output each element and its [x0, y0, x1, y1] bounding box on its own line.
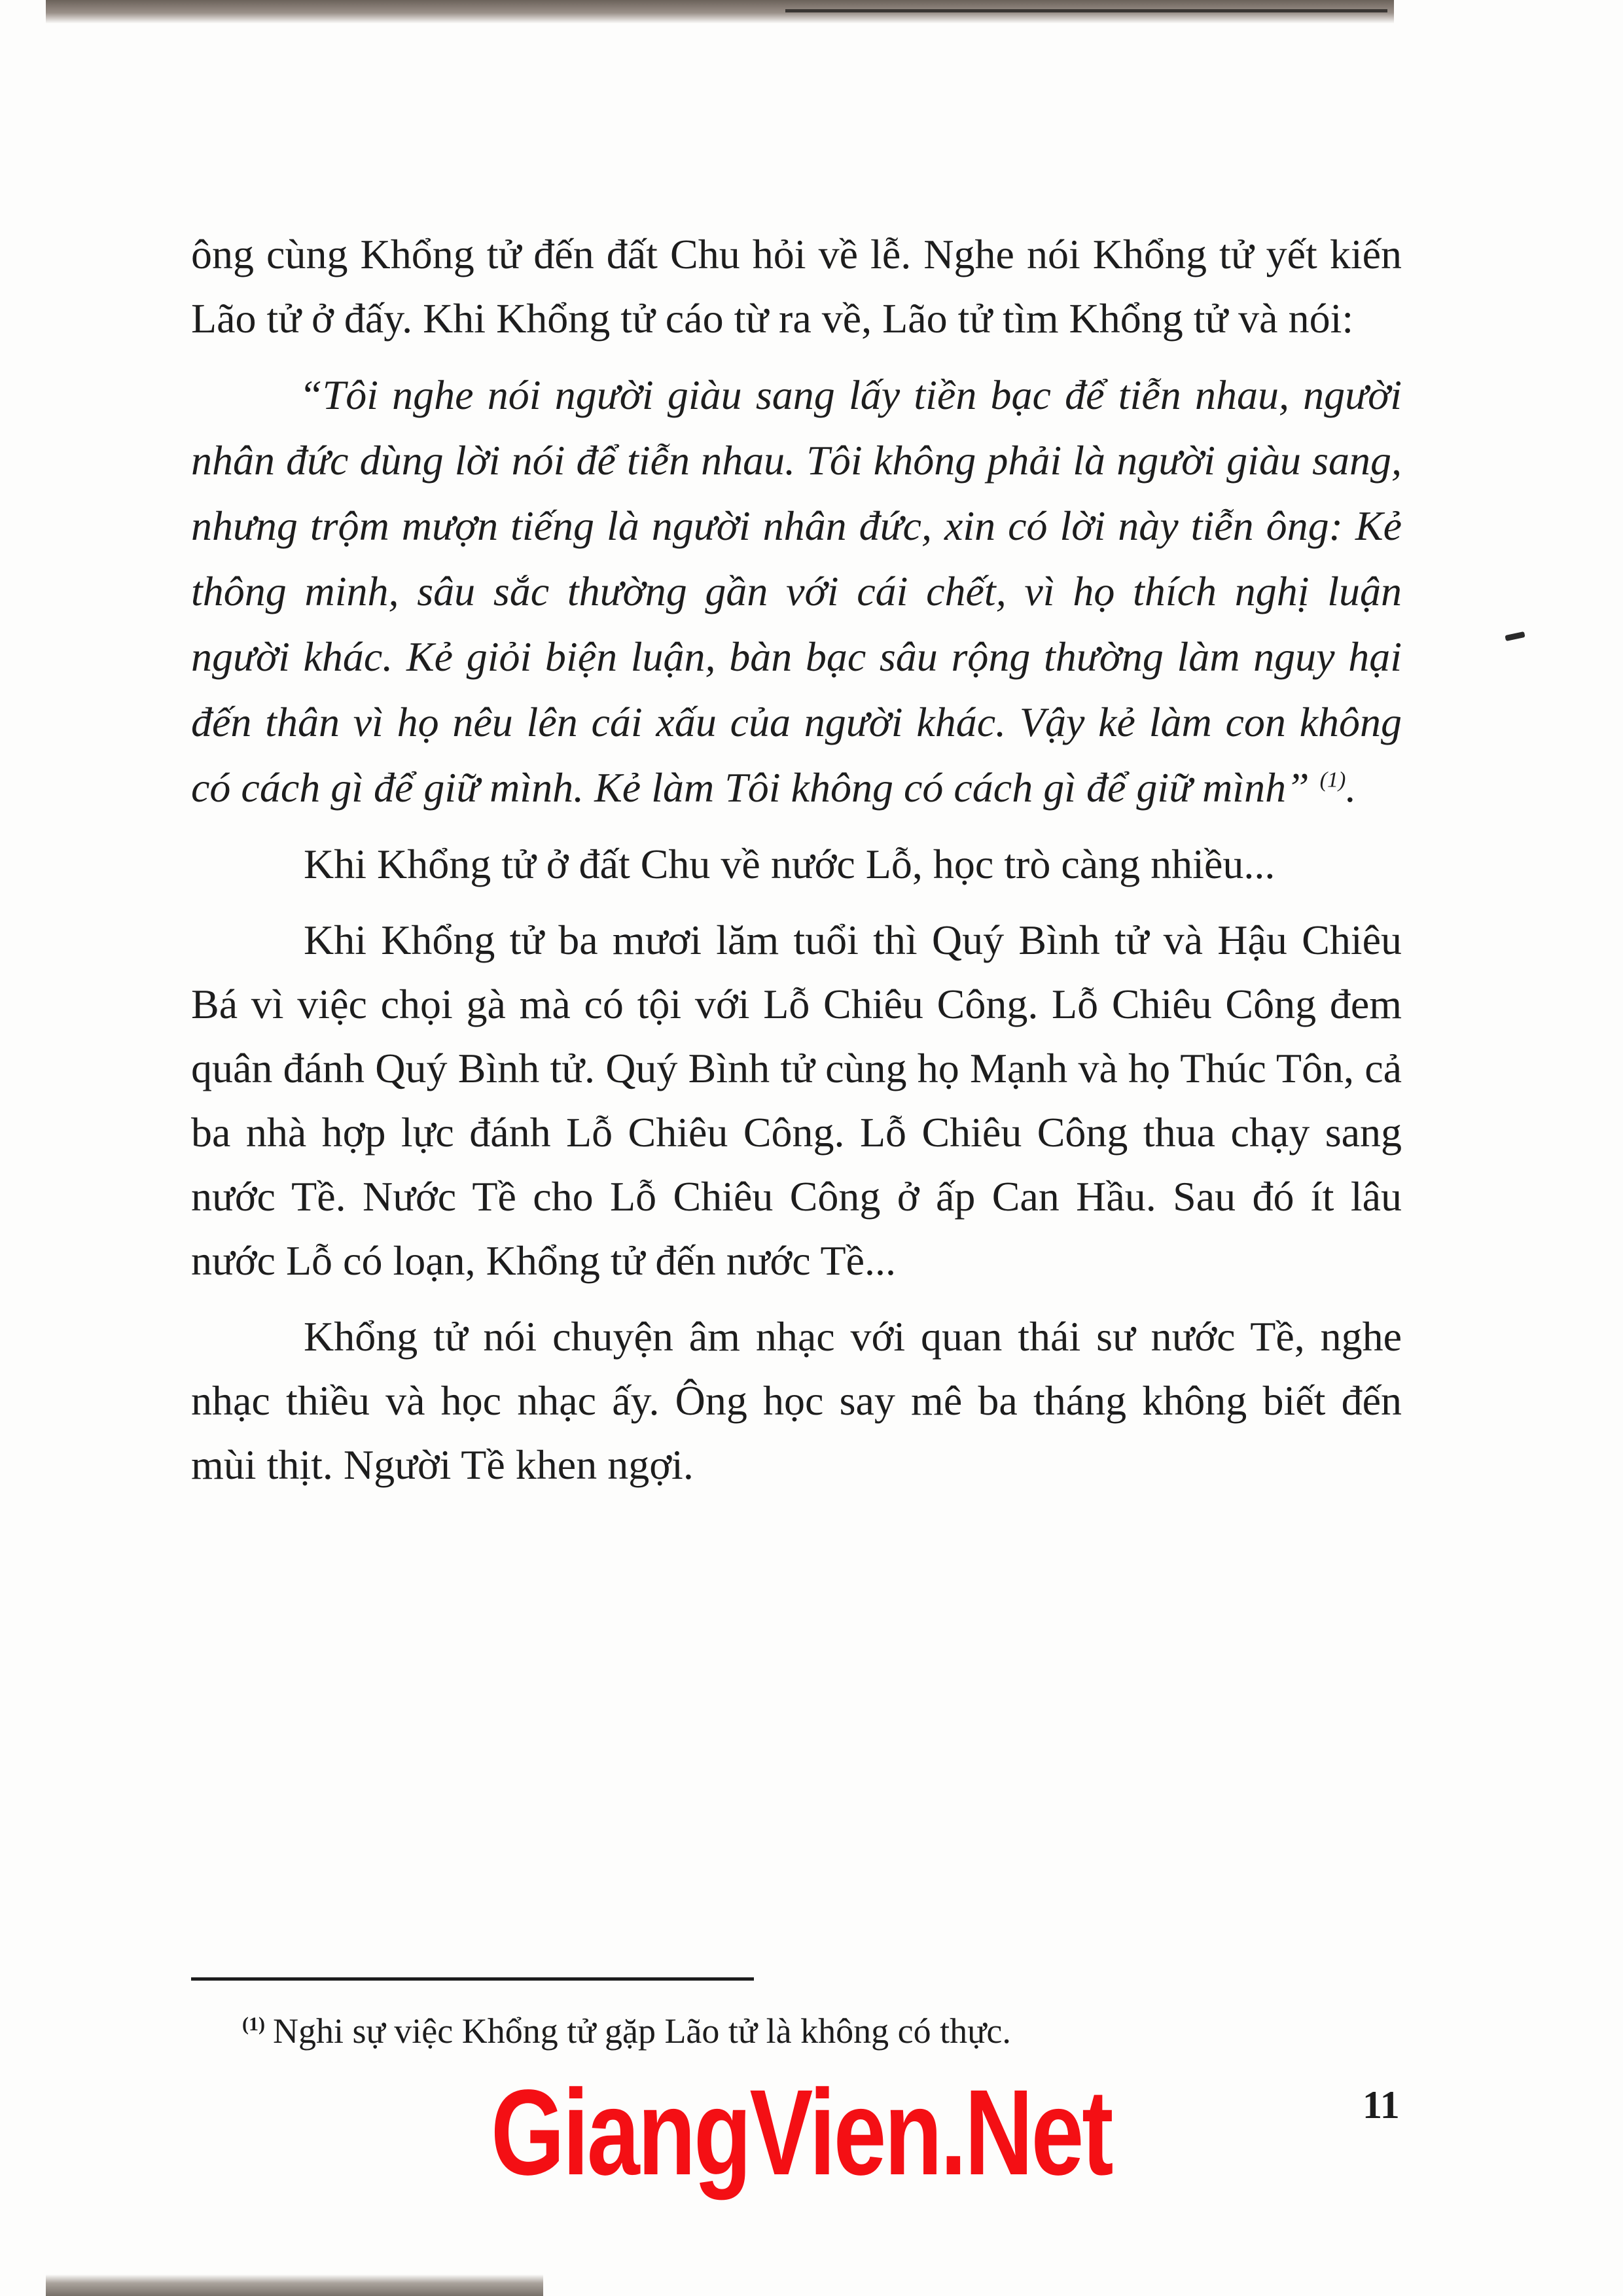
paragraph-3: Khi Khổng tử ở đất Chu về nước Lỗ, học trò càng nhiều... — [304, 841, 1275, 887]
paragraph-1: ông cùng Khổng tử đến đất Chu hỏi về lễ. Nghe nói Khổng tử yết kiến Lão tử ở đấy. Khi Khổng tử cáo từ ra về, Lão tử tìm Khổng tử và nói: — [191, 231, 1402, 342]
scan-edge-top-line — [785, 9, 1387, 12]
paragraph-4: Khi Khổng tử ba mươi lăm tuổi thì Quý Bình tử và Hậu Chiêu Bá vì việc chọi gà mà có tội với Lỗ Chiêu Công. Lỗ Chiêu Công đem quân đánh Quý Bình tử. Quý Bình tử cùng họ Mạnh và họ Thúc Tôn, cả ba nhà hợp lực đánh Lỗ Chiêu Công. Lỗ Chiêu Công thua chạy sang nước Tề. Nước Tề cho Lỗ Chiêu Công ở ấp Can Hầu. Sau đó ít lâu nước Lỗ có loạn, Khổng tử đến nước Tề... — [191, 917, 1402, 1284]
scan-smudge — [1505, 631, 1525, 641]
quote-end-punctuation: . — [1346, 764, 1357, 811]
quote-paragraph — [191, 362, 1402, 821]
paragraph-5: Khổng tử nói chuyện âm nhạc với quan thái sư nước Tề, nghe nhạc thiều và học nhạc ấy. Ông học say mê ba tháng không biết đến mùi thịt. Người Tề khen ngợi. — [191, 1313, 1402, 1488]
footnote-reference: (1) — [1319, 768, 1346, 792]
footnote-text: Nghi sự việc Khổng tử gặp Lão tử là không có thực. — [272, 2011, 1011, 2051]
scan-edge-bottom — [46, 2274, 543, 2296]
footnote-rule — [191, 1977, 754, 1981]
watermark-logo: GiangVien.Net — [491, 2065, 1112, 2200]
footnote — [242, 2005, 1355, 2057]
page-number: 11 — [1363, 2083, 1400, 2127]
quote-text: “Tôi nghe nói người giàu sang lấy tiền bạc để tiễn nhau, người nhân đức dùng lời nói để tiễn nhau. Tôi không phải là người giàu sang, nhưng trộm mượn tiếng là người nhân đức, xin có lời này tiễn ông: Kẻ thông minh, sâu sắc thường gần với cái chết, vì họ thích nghị luận người khác. Kẻ giỏi biện luận, bàn bạc sâu rộng thường làm nguy hại đến thân vì họ nêu lên cái xấu của người khác. Vậy kẻ làm con không có cách gì để giữ mình. Kẻ làm Tôi không có cách gì để giữ mình” — [191, 372, 1402, 811]
footnote-marker: (1) — [242, 2013, 265, 2035]
body-text — [191, 222, 1402, 1509]
